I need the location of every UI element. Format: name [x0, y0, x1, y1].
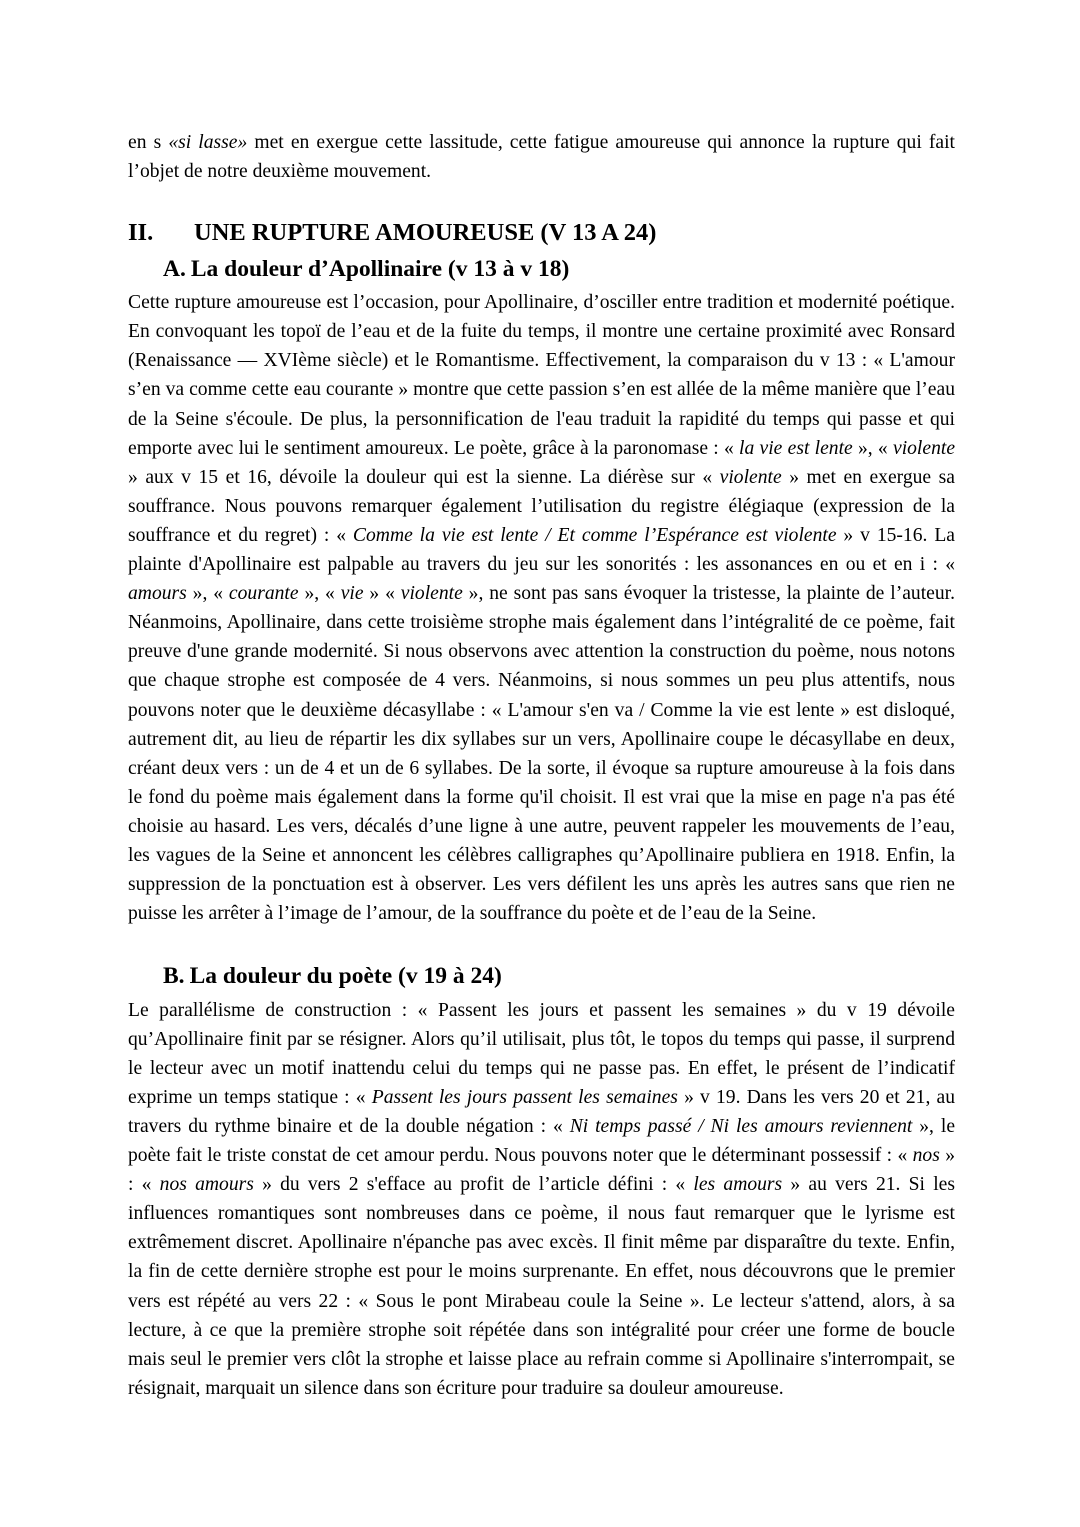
- para-a-seg-4: » met en exergue sa souffrance. Nous pouvons remarquer également l’utilisation du registre élégiaque (expression de la souffrance et du regret) : «: [128, 466, 955, 546]
- section-heading-ii: [128, 218, 955, 249]
- para-a-italic-violente-3: violente: [400, 583, 463, 605]
- section-title-ii: UNE RUPTURE AMOUREUSE (V 13 A 24): [194, 219, 657, 247]
- para-b-seg-2: » v 19. Dans les vers 20 et 21, au travers du rythme binaire et de la double négation : «: [128, 1086, 955, 1137]
- paragraph-subsection-b: [128, 996, 955, 1403]
- para-b-seg-4: » : «: [128, 1145, 955, 1196]
- subsection-title-b: La douleur du poète (v 19 à 24): [189, 963, 502, 990]
- paragraph-subsection-a: [128, 288, 955, 928]
- para-a-italic-la-vie-est-lente: la vie est lente: [739, 437, 853, 459]
- para-b-seg-5: » du vers 2 s'efface au profit de l’article défini : «: [253, 1174, 694, 1196]
- para-b-seg-3: », le poète fait le triste constat de cet amour perdu. Nous pouvons noter que le déterminant possessif : «: [128, 1116, 956, 1167]
- subsection-title-a: La douleur d’Apollinaire (v 13 à v 18): [190, 255, 570, 282]
- subsection-heading-b: [128, 962, 955, 991]
- para-a-seg-1: Cette rupture amoureuse est l’occasion, pour Apollinaire, d’osciller entre tradition et modernité poétique. En convoquant les topoï de l’eau et de la fuite du temps, il montre une certaine proximité avec Ronsard (Renaissance — XVIème siècle) et le Romantisme. Effectivement, la comparaison du v 13 : « L'amour s’en va comme cette eau courante » montre que cette passion s’en est allée de la même manière que l’eau de la Seine s'écoule. De plus, la personnification de l'eau traduit la rapidité du temps qui passe et qui emporte avec lui le sentiment amoureux. Le poète, grâce à la paronomase : «: [128, 292, 955, 459]
- para-a-italic-violente-2: violente: [719, 466, 782, 488]
- section-number-ii: II.: [128, 219, 154, 247]
- para-a-italic-vie: vie: [340, 583, 364, 605]
- intro-text-before: en s: [128, 132, 169, 153]
- para-b-seg-6: » au vers 21. Si les influences romantiques sont nombreuses dans ce poème, il nous faut remarquer que le lyrisme est extrêmement discret. Apollinaire n'épanche pas avec excès. Il finit même par disparaître du texte. Enfin, la fin de cette dernière strophe est pour le moins surprenante. En effet, nous découvrons que le premier vers est répété au vers 22 : « Sous le pont Mirabeau coule la Seine ». Le lecteur s'attend, alors, à sa lecture, à ce que la première strophe soit répétée dans son intégralité pour créer une forme de boucle mais seul le premier vers clôt la strophe et laisse place au refrain comme si Apollinaire s'interrompait, se résignait, marquait un silence dans son écriture pour traduire sa douleur amoureuse.: [128, 1174, 955, 1399]
- para-b-italic-les-amours: les amours: [693, 1174, 783, 1196]
- para-a-seg-3: » aux v 15 et 16, dévoile la douleur qui est la sienne. La diérèse sur «: [128, 466, 720, 488]
- para-b-italic-passent-les-jours: Passent les jours passent les semaines: [371, 1086, 678, 1108]
- subsection-number-b: B.: [163, 963, 185, 990]
- para-a-italic-courante: courante: [228, 583, 299, 605]
- para-a-seg-5: » v 15-16. La plainte d'Apollinaire est palpable au travers du jeu sur les sonorités : les assonances en ou et en i : «: [128, 524, 955, 576]
- para-a-seg-7: », «: [298, 583, 341, 605]
- para-a-seg-9: », ne sont pas sans évoquer la tristesse, la plainte de l’auteur. Néanmoins, Apollinaire, dans cette troisième strophe mais également dans l’intégralité de ce poème, fait preuve d'une grande modernité. Si nous observons avec attention la construction du poème, nous notons que chaque strophe est composée de 4 vers. Néanmoins, si nous sommes un peu plus attentifs, nous pouvons noter que le deuxième décasyllabe : « L'amour s'en va / Comme la vie est lente » est disloqué, autrement dit, au lieu de répartir les dix syllabes sur un vers, Apollinaire coupe le décasyllabe en deux, créant deux vers : un de 4 et un de 6 syllabes. De la sorte, il évoque sa rupture amoureuse à la fois dans le fond du poème mais également dans la forme qu'il choisit. Il est vrai que la mise en page n'a pas été choisie au hasard. Les vers, décalés d’une ligne à une autre, peuvent rappeler les mouvements de l’eau, les vagues de la Seine et annoncent les célèbres calligraphes qu’Apollinaire publiera en 1918. Enfin, la suppression de la ponctuation est à observer. Les vers défilent les uns après les autres sans que rien ne puisse les arrêter à l’image de l’amour, de la souffrance du poète et de l’eau de la Seine.: [128, 583, 955, 925]
- subsection-number-a: A.: [163, 255, 186, 282]
- para-b-seg-1: Le parallélisme de construction : « Passent les jours et passent les semaines » du v 19 dévoile qu’Apollinaire finit par se résigner. Alors qu’il utilisait, plus tôt, le topos du temps qui passe, il surprend le lecteur avec un motif inattendu celui du temps qui ne passe pas. En effet, le présent de l’indicatif exprime un temps statique : «: [128, 999, 955, 1108]
- intro-text-after: met en exergue cette lassitude, cette fatigue amoureuse qui annonce la rupture qui fait l’objet de notre deuxième mouvement.: [128, 132, 955, 183]
- para-b-italic-nos: nos: [912, 1145, 940, 1167]
- para-b-italic-ni-temps-passe: Ni temps passé / Ni les amours reviennent: [569, 1116, 913, 1137]
- subsection-heading-a: [128, 255, 955, 284]
- para-a-italic-amours: amours: [128, 583, 187, 605]
- para-a-seg-2: », «: [852, 437, 893, 459]
- para-a-italic-comme-la-vie-est-lente: Comme la vie est lente / Et comme l’Espérance est violente: [352, 524, 837, 546]
- para-a-italic-violente-1: violente: [893, 437, 956, 459]
- para-a-seg-6: », «: [186, 583, 229, 605]
- intro-quote-si-lasse: «si lasse»: [168, 132, 248, 153]
- para-b-italic-nos-amours: nos amours: [159, 1174, 254, 1196]
- para-a-seg-8: » «: [363, 583, 401, 605]
- intro-paragraph: [128, 128, 955, 186]
